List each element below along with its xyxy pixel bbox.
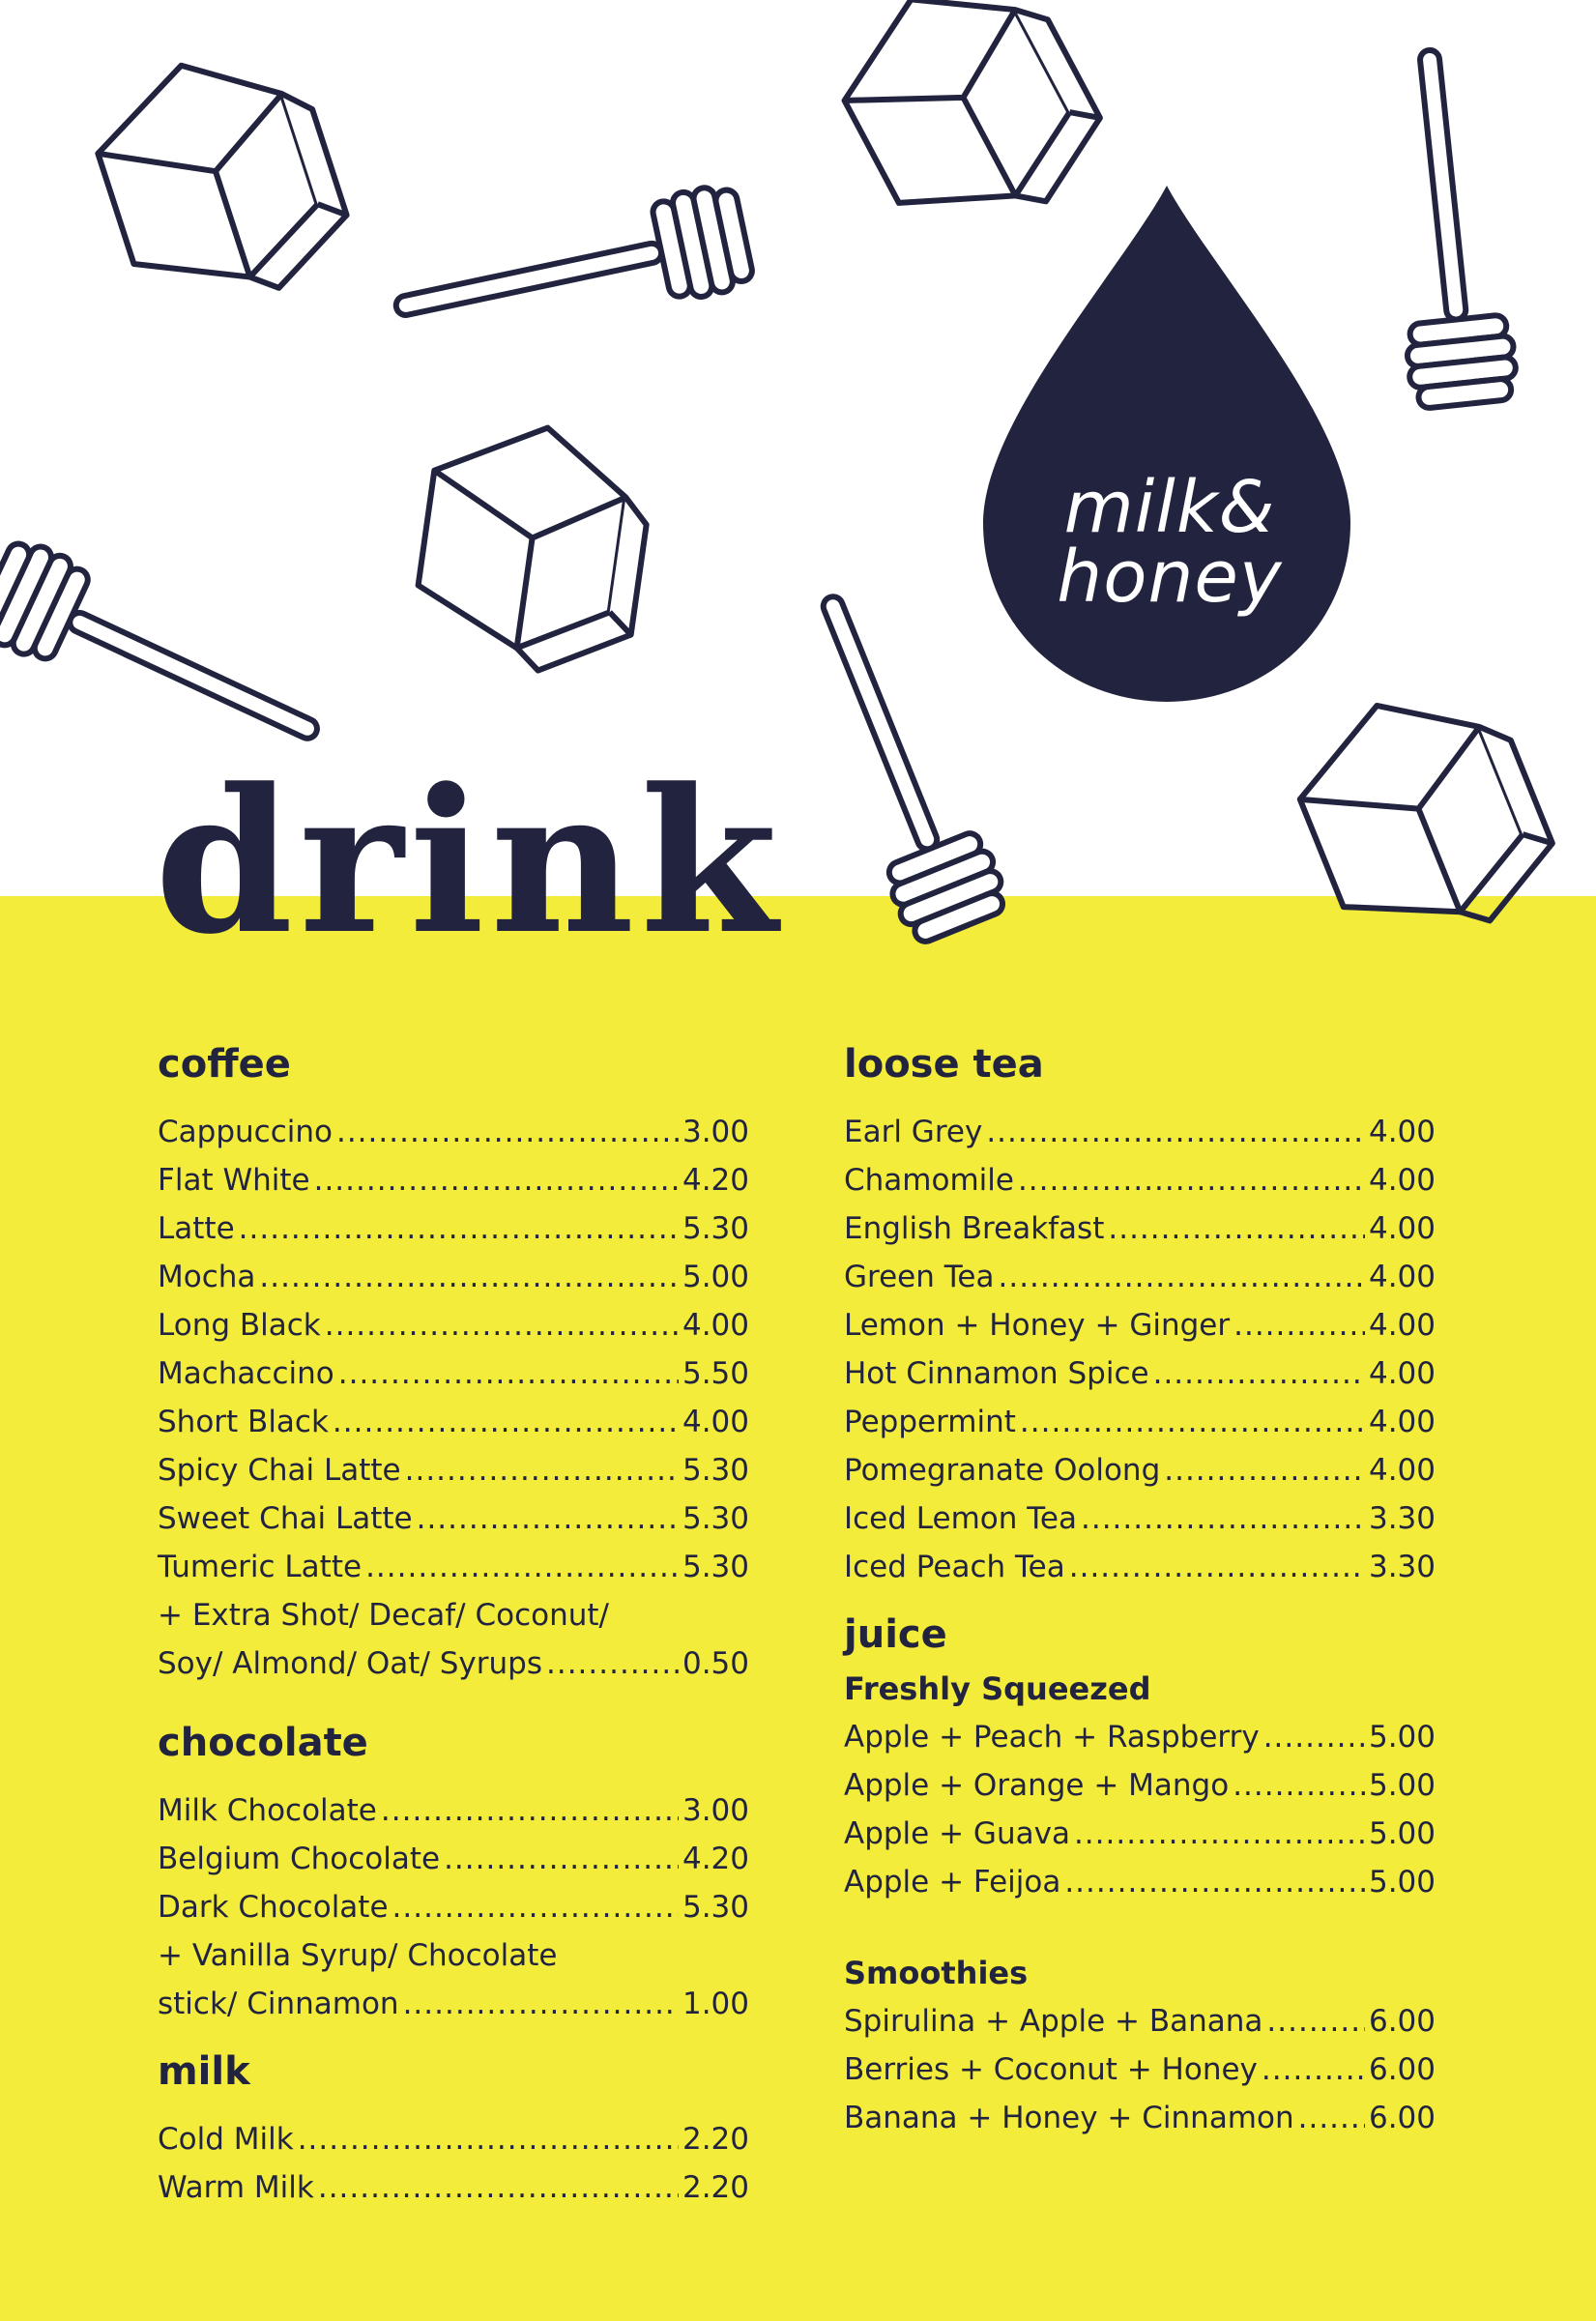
menu-item [844, 1253, 1436, 1301]
item-name: Banana + Honey + Cinnamon [844, 2101, 1294, 2135]
item-name: Earl Grey [844, 1115, 983, 1149]
milk-carton-icon [1278, 664, 1570, 967]
item-name: Milk Chocolate [158, 1793, 377, 1828]
smoothie-list [844, 1997, 1436, 2142]
item-price: 5.00 [682, 1260, 749, 1294]
dot-leader [1266, 1997, 1365, 2045]
menu-item [158, 2163, 749, 2212]
item-name: Tumeric Latte [158, 1550, 363, 1584]
item-price: 0.50 [682, 1646, 749, 1681]
dot-leader [1064, 1858, 1365, 1906]
honey-dipper-icon [0, 535, 338, 781]
item-price: 5.00 [1368, 1865, 1436, 1900]
menu-item [844, 1156, 1436, 1204]
item-name: Cold Milk [158, 2122, 294, 2157]
item-name: Dark Chocolate [158, 1890, 389, 1925]
item-price: 4.00 [1368, 1405, 1436, 1439]
item-price: 5.00 [1368, 1816, 1436, 1851]
item-price: 5.00 [1368, 1768, 1436, 1803]
item-price: 4.00 [1368, 1453, 1436, 1488]
logo-text-milk: milk& [1063, 466, 1276, 549]
item-price: 5.00 [1368, 1720, 1436, 1755]
dot-leader [333, 1398, 679, 1446]
item-price: 4.00 [682, 1308, 749, 1343]
menu-item [844, 1713, 1436, 1761]
item-name: Pomegranate Oolong [844, 1453, 1161, 1488]
dot-leader [239, 1204, 679, 1253]
dot-leader [1233, 1301, 1365, 1349]
item-name: Machaccino [158, 1356, 334, 1391]
milk-carton-icon [409, 413, 658, 682]
menu-item [158, 1883, 749, 1931]
extras-note: + Extra Shot/ Decaf/ Coconut/ [158, 1598, 609, 1633]
loose-tea-list [844, 1108, 1436, 1591]
subheading-smoothies: Smoothies [844, 1955, 1029, 1991]
dot-leader [318, 2163, 679, 2212]
item-name: Green Tea [844, 1260, 995, 1294]
item-name: Cappuccino [158, 1115, 333, 1149]
item-name: Iced Peach Tea [844, 1550, 1065, 1584]
item-name: Long Black [158, 1308, 321, 1343]
menu-item [844, 2045, 1436, 2094]
menu-item [158, 1253, 749, 1301]
menu-item [158, 2115, 749, 2163]
item-name: Sweet Chai Latte [158, 1501, 413, 1536]
item-price: 4.00 [1368, 1308, 1436, 1343]
extras-note: + Vanilla Syrup/ Chocolate [158, 1938, 558, 1973]
drop-logo-icon [978, 180, 1355, 708]
item-name: Apple + Guava [844, 1816, 1070, 1851]
item-name: Spicy Chai Latte [158, 1453, 401, 1488]
dot-leader [1108, 1204, 1365, 1253]
dot-leader [365, 1543, 679, 1591]
menu-item [158, 1494, 749, 1543]
item-name: Spirulina + Apple + Banana [844, 2004, 1263, 2039]
item-name: Chamomile [844, 1163, 1014, 1198]
milk-list [158, 2115, 749, 2212]
dot-leader [1081, 1494, 1365, 1543]
item-name: Iced Lemon Tea [844, 1501, 1077, 1536]
item-name: Hot Cinnamon Spice [844, 1356, 1149, 1391]
dot-leader [1233, 1761, 1365, 1810]
item-price: 3.00 [682, 1115, 749, 1149]
item-price: 4.00 [1368, 1211, 1436, 1246]
item-price: 4.00 [1368, 1163, 1436, 1198]
dot-leader [1298, 2094, 1365, 2142]
item-price: 5.30 [682, 1501, 749, 1536]
item-name: Soy/ Almond/ Oat/ Syrups [158, 1646, 542, 1681]
menu-item [158, 1108, 749, 1156]
item-name: stick/ Cinnamon [158, 1987, 399, 2021]
menu-item [844, 1398, 1436, 1446]
item-price: 3.30 [1368, 1550, 1436, 1584]
subheading-freshly-squeezed: Freshly Squeezed [844, 1670, 1151, 1707]
dot-leader [1164, 1446, 1365, 1494]
dot-leader [546, 1639, 679, 1688]
honey-dipper-icon [780, 577, 1012, 946]
item-name: Apple + Orange + Mango [844, 1768, 1230, 1803]
dot-leader [336, 1108, 679, 1156]
dot-leader [259, 1253, 679, 1301]
menu-item [844, 1301, 1436, 1349]
item-price: 6.00 [1368, 2101, 1436, 2135]
item-price: 5.30 [682, 1550, 749, 1584]
menu-item [844, 1997, 1436, 2045]
item-price: 2.20 [682, 2170, 749, 2205]
menu-item [844, 2094, 1436, 2142]
section-heading-juice: juice [844, 1612, 947, 1657]
item-price: 5.30 [682, 1211, 749, 1246]
item-name: Short Black [158, 1405, 329, 1439]
coffee-list [158, 1108, 749, 1688]
section-heading-coffee: coffee [158, 1042, 291, 1087]
menu-item [158, 1543, 749, 1591]
dot-leader [392, 1883, 679, 1931]
menu-item [844, 1810, 1436, 1858]
item-price: 4.00 [1368, 1260, 1436, 1294]
menu-item [844, 1543, 1436, 1591]
menu-item [158, 1786, 749, 1835]
item-price: 3.30 [1368, 1501, 1436, 1536]
dot-leader [1074, 1810, 1365, 1858]
item-name: Mocha [158, 1260, 256, 1294]
fresh-juice-list [844, 1713, 1436, 1906]
menu-item [158, 1398, 749, 1446]
dot-leader [986, 1108, 1365, 1156]
honey-dipper-icon [1376, 44, 1519, 409]
item-name: Warm Milk [158, 2170, 314, 2205]
menu-item [844, 1204, 1436, 1253]
dot-leader [1263, 1713, 1365, 1761]
menu-item [158, 1835, 749, 1883]
menu-item [844, 1349, 1436, 1398]
item-price: 6.00 [1368, 2052, 1436, 2087]
item-price: 4.00 [682, 1405, 749, 1439]
item-price: 1.00 [682, 1987, 749, 2021]
section-heading-milk: milk [158, 2049, 250, 2094]
dot-leader [417, 1494, 679, 1543]
section-heading-chocolate: chocolate [158, 1721, 368, 1765]
item-name: Belgium Chocolate [158, 1842, 441, 1876]
item-price: 6.00 [1368, 2004, 1436, 2039]
logo-text-honey: honey [1057, 536, 1283, 619]
menu-item [158, 1639, 749, 1688]
item-price: 5.30 [682, 1453, 749, 1488]
menu-item [158, 1349, 749, 1398]
item-name: Flat White [158, 1163, 310, 1198]
item-price: 4.00 [1368, 1115, 1436, 1149]
item-name: Berries + Coconut + Honey [844, 2052, 1258, 2087]
dot-leader [403, 1980, 679, 2028]
item-name: Apple + Feijoa [844, 1865, 1061, 1900]
dot-leader [444, 1835, 679, 1883]
honey-dipper-icon [386, 182, 756, 360]
item-price: 4.20 [682, 1842, 749, 1876]
chocolate-list [158, 1786, 749, 2028]
dot-leader [405, 1446, 679, 1494]
item-name: Peppermint [844, 1405, 1016, 1439]
dot-leader [1020, 1398, 1365, 1446]
item-price: 4.00 [1368, 1356, 1436, 1391]
dot-leader [314, 1156, 679, 1204]
menu-item [844, 1446, 1436, 1494]
item-price: 5.30 [682, 1890, 749, 1925]
menu-item [158, 1204, 749, 1253]
page-title: drink [155, 746, 784, 978]
item-price: 5.50 [682, 1356, 749, 1391]
menu-item [844, 1494, 1436, 1543]
dot-leader [338, 1349, 679, 1398]
menu-item [158, 1446, 749, 1494]
dot-leader [325, 1301, 679, 1349]
item-name: Apple + Peach + Raspberry [844, 1720, 1260, 1755]
item-price: 2.20 [682, 2122, 749, 2157]
dot-leader [1153, 1349, 1365, 1398]
item-price: 3.00 [682, 1793, 749, 1828]
item-price: 4.20 [682, 1163, 749, 1198]
item-name: English Breakfast [844, 1211, 1105, 1246]
section-heading-loose-tea: loose tea [844, 1042, 1044, 1087]
menu-item [158, 1156, 749, 1204]
left-column [158, 1034, 749, 2212]
dot-leader [1262, 2045, 1365, 2094]
dot-leader [298, 2115, 679, 2163]
dot-leader [1069, 1543, 1365, 1591]
dot-leader [381, 1786, 679, 1835]
dot-leader [1018, 1156, 1365, 1204]
menu-item [844, 1858, 1436, 1906]
menu-item [158, 1980, 749, 2028]
menu-item [158, 1301, 749, 1349]
item-name: Lemon + Honey + Ginger [844, 1308, 1231, 1343]
menu-item [844, 1108, 1436, 1156]
right-column [844, 1034, 1436, 2142]
menu-item [844, 1761, 1436, 1810]
item-name: Latte [158, 1211, 235, 1246]
dot-leader [998, 1253, 1364, 1301]
milk-carton-icon [80, 31, 362, 328]
